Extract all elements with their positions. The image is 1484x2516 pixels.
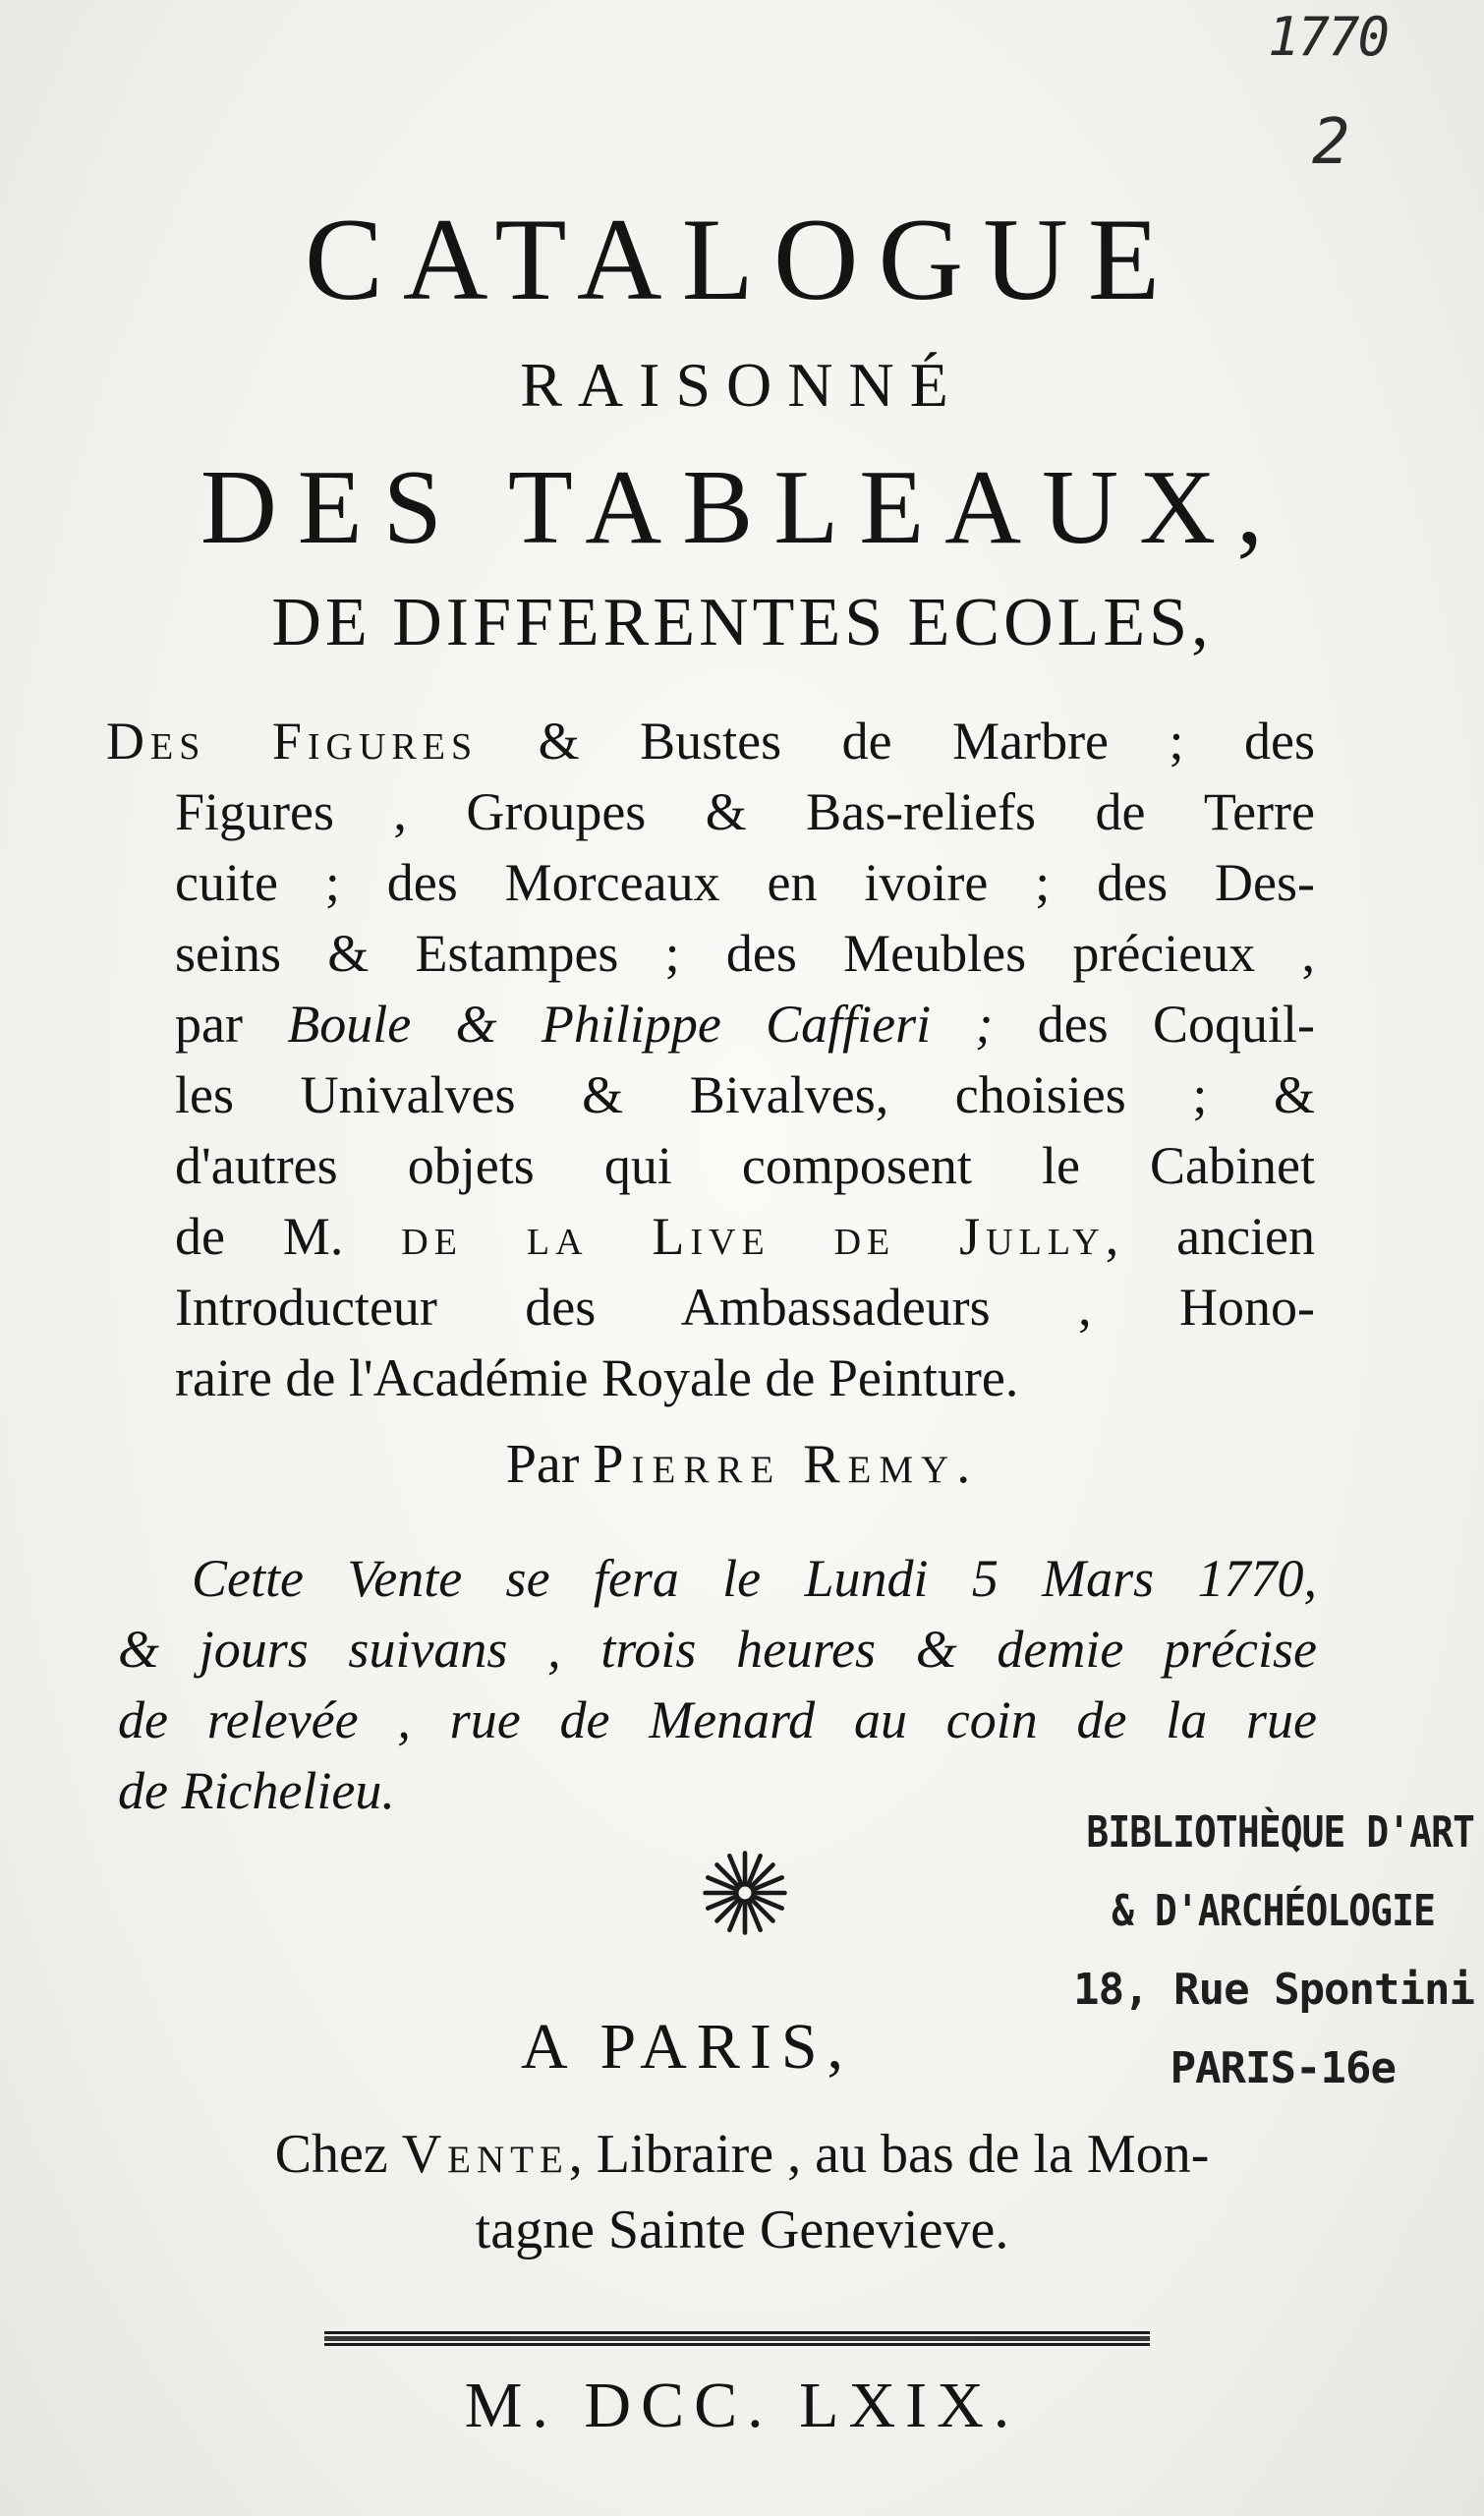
title-des-tableaux: DES TABLEAUX, bbox=[200, 449, 1284, 566]
library-stamp bbox=[885, 1794, 1474, 2108]
ornament-icon bbox=[700, 1848, 790, 1938]
description-line: de M. de la Live de Jully, ancien bbox=[175, 1207, 1316, 1266]
sale-line: Cette Vente se fera le Lundi 5 Mars 1770, bbox=[192, 1549, 1317, 1608]
description-line: Des Figures & Bustes de Marbre ; des bbox=[106, 712, 1315, 771]
publication-date: M. DCC. LXIX. bbox=[464, 2370, 1020, 2441]
sale-line: de relevée , rue de Menard au coin de la rue bbox=[118, 1690, 1317, 1749]
description-line: par Boule & Philippe Caffieri ; des Coquil- bbox=[175, 995, 1316, 1054]
description-line: d'autres objets qui composent le Cabinet bbox=[175, 1136, 1315, 1195]
stamp-line: & D'ARCHÉOLOGIE bbox=[1112, 1886, 1435, 1936]
title-raisonne: RAISONNÉ bbox=[520, 350, 964, 420]
imprint-city: A PARIS, bbox=[521, 2011, 854, 2083]
decorative-rule bbox=[324, 2329, 1150, 2347]
imprint-publisher: Chez Vente, Libraire , au bas de la Mon- bbox=[274, 2124, 1210, 2185]
description-paragraph bbox=[106, 706, 1315, 1413]
description-line: raire de l'Académie Royale de Peinture. bbox=[175, 1348, 1019, 1407]
sale-notice bbox=[118, 1543, 1317, 1826]
handwritten-volume: 2 bbox=[1312, 106, 1350, 179]
stamp-line: PARIS-16e bbox=[1170, 2043, 1396, 2093]
description-line: Introducteur des Ambassadeurs , Hono- bbox=[175, 1278, 1315, 1337]
stamp-line: BIBLIOTHÈQUE D'ART bbox=[1086, 1807, 1474, 1858]
description-line: les Univalves & Bivalves, choisies ; & bbox=[175, 1065, 1315, 1124]
title-ecoles: DE DIFFERENTES ECOLES, bbox=[271, 585, 1213, 660]
handwritten-year: 1770 bbox=[1268, 6, 1389, 68]
imprint-address: tagne Sainte Genevieve. bbox=[475, 2200, 1009, 2260]
author-line: Par Pierre Remy. bbox=[505, 1434, 979, 1495]
description-line: seins & Estampes ; des Meubles précieux , bbox=[175, 924, 1315, 983]
description-line: cuite ; des Morceaux en ivoire ; des Des- bbox=[175, 853, 1315, 912]
sale-line: de Richelieu. bbox=[118, 1761, 395, 1820]
stamp-line: 18, Rue Spontini bbox=[1073, 1965, 1474, 2015]
sale-line: & jours suivans , trois heures & demie précise bbox=[118, 1620, 1317, 1679]
title-catalogue: CATALOGUE bbox=[304, 194, 1180, 324]
description-line: Figures , Groupes & Bas-reliefs de Terre bbox=[175, 782, 1315, 841]
